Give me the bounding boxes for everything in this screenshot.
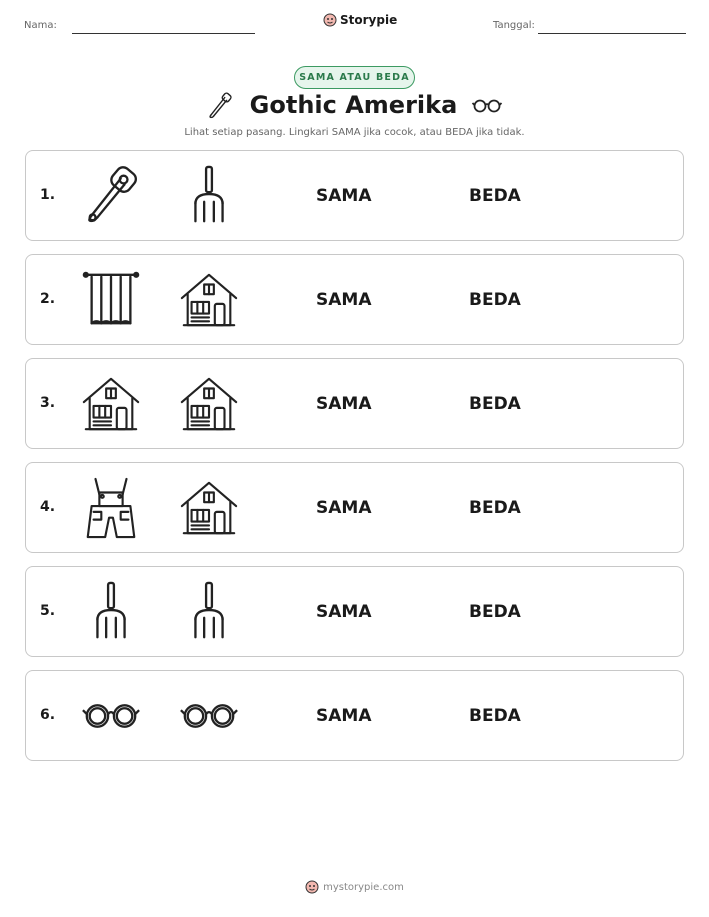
row-number: 1. (40, 187, 56, 203)
glasses-icon (178, 685, 240, 747)
comparison-row (25, 462, 684, 553)
name-line[interactable] (72, 33, 255, 34)
title-row (0, 90, 709, 120)
safety-pin-icon (206, 90, 236, 120)
safety-pin-icon (80, 165, 142, 227)
pitchfork-icon (178, 581, 240, 643)
same-option[interactable]: SAMA (316, 706, 372, 726)
row-number: 6. (40, 707, 56, 723)
different-option[interactable]: BEDA (469, 498, 521, 518)
row-number: 4. (40, 499, 56, 515)
house-icon (178, 269, 240, 331)
brand-logo (323, 13, 397, 27)
same-option[interactable]: SAMA (316, 290, 372, 310)
house-icon (178, 373, 240, 435)
instructions: Lihat setiap pasang. Lingkari SAMA jika cocok, atau BEDA jika tidak. (184, 127, 525, 138)
storypie-mascot-icon (323, 13, 337, 27)
brand-name: Storypie (340, 13, 398, 27)
category-badge: SAMA ATAU BEDA (294, 66, 415, 89)
glasses-icon (471, 95, 503, 115)
same-option[interactable]: SAMA (316, 186, 372, 206)
storypie-mascot-icon (305, 880, 319, 894)
same-option[interactable]: SAMA (316, 498, 372, 518)
name-label: Nama: (24, 20, 57, 31)
different-option[interactable]: BEDA (469, 394, 521, 414)
house-icon (178, 477, 240, 539)
different-option[interactable]: BEDA (469, 706, 521, 726)
footer-url[interactable]: mystorypie.com (323, 881, 404, 893)
row-number: 5. (40, 603, 56, 619)
glasses-icon (80, 685, 142, 747)
comparison-row (25, 358, 684, 449)
pitchfork-icon (178, 165, 240, 227)
date-label: Tanggal: (493, 20, 535, 31)
different-option[interactable]: BEDA (469, 186, 521, 206)
pitchfork-icon (80, 581, 142, 643)
comparison-row (25, 150, 684, 241)
footer (0, 880, 709, 894)
different-option[interactable]: BEDA (469, 290, 521, 310)
comparison-row (25, 670, 684, 761)
comparison-row (25, 254, 684, 345)
curtain-icon (80, 269, 142, 331)
comparison-row (25, 566, 684, 657)
overalls-icon (80, 477, 142, 539)
row-number: 3. (40, 395, 56, 411)
house-icon (80, 373, 142, 435)
same-option[interactable]: SAMA (316, 602, 372, 622)
row-number: 2. (40, 291, 56, 307)
different-option[interactable]: BEDA (469, 602, 521, 622)
same-option[interactable]: SAMA (316, 394, 372, 414)
page-title: Gothic Amerika (249, 91, 458, 119)
date-line[interactable] (538, 33, 686, 34)
